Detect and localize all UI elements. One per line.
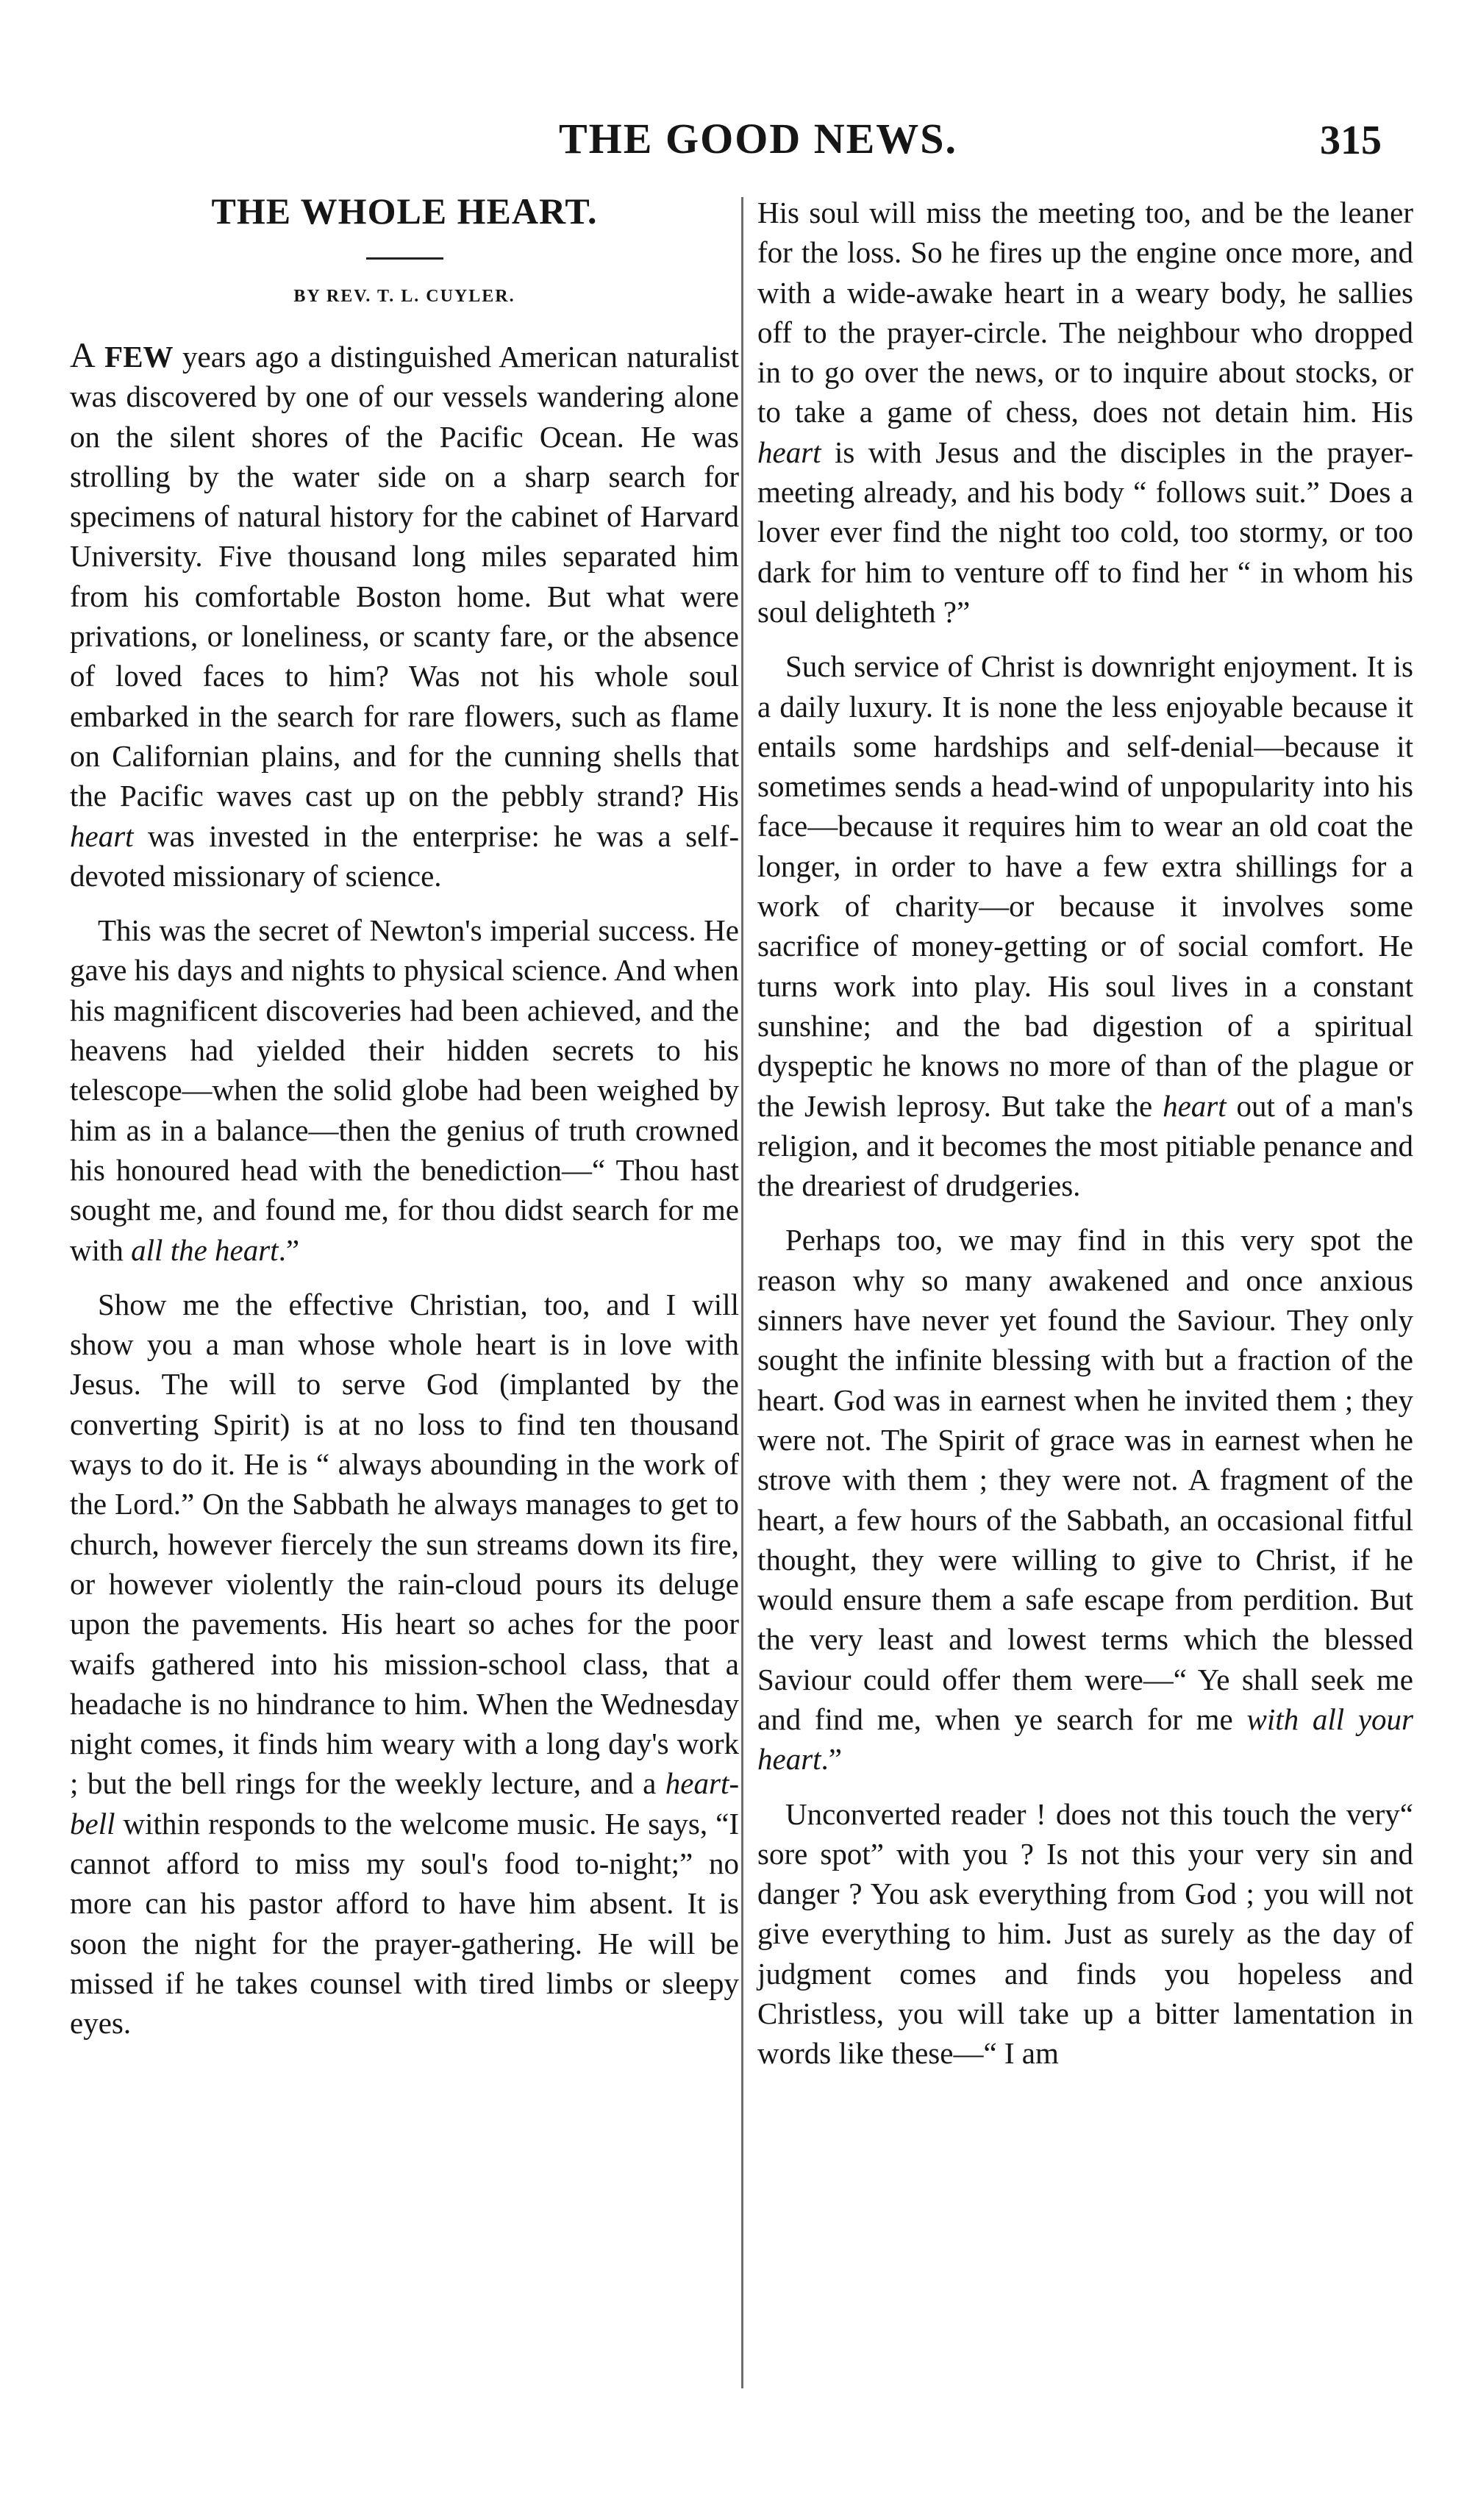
paragraph-4 (757, 193, 1413, 632)
column-rule (741, 197, 743, 2388)
paragraph-4-tail: is with Jesus and the disciples in the prayer-meeting already, and his body “ follows suit.” Does a lover ever find the night too cold, too stormy, or too dark for him to venture off to find her “ in whom his soul delighteth ?” (757, 435, 1413, 629)
left-column (70, 190, 739, 2057)
drop-cap: A (70, 336, 96, 375)
paragraph-6-text: Perhaps too, we may find in this very spot the reason why so many awakened and once anxious sinners have never yet found the Saviour. They only sought the infinite blessing with but a fraction of the heart. God was in earnest when he invited them ; they were not. The Spirit of grace was in earnest when he strove with them ; they were not. A fragment of the heart, a few hours of the Sabbath, an occasional fitful thought, they were willing to give to Christ, if he would ensure them a safe escape from perdition. But the very least and lowest terms which the blessed Saviour could offer them were—“ Ye shall seek me and find me, when ye search for me (757, 1223, 1413, 1736)
paragraph-4-text: His soul will miss the meeting too, and be the leaner for the loss. So he fires up the engine once more, and with a wide-awake heart in a weary body, he sallies off to the prayer-circle. The neighbour who dropped in to go over the news, or to inquire about stocks, or to take a game of chess, does not detain him. His (757, 196, 1413, 429)
running-head (0, 114, 1478, 165)
paragraph-6 (757, 1220, 1413, 1779)
paragraph-7-text: Unconverted reader ! does not this touch the very“ sore spot” with you ? Is not this your very sin and danger ? You ask everything from God ; you will not give everything to him. Just as surely as the day of judgment comes and finds you hopeless and Christless, you will take up a bitter lamentation in words like these—“ I am (757, 1796, 1413, 2071)
paragraph-3-tail: within responds to the welcome music. He says, “I cannot afford to miss my soul's food to-night;” no more can his pastor afford to have him absent. It is soon the night for the prayer-gathering. He will be missed if he takes counsel with tired limbs or sleepy eyes. (70, 1806, 739, 2041)
paragraph-2 (70, 910, 739, 1270)
paragraph-3-text: Show me the effective Christian, too, and I will show you a man whose whole heart is in love with Jesus. The will to serve God (implanted by the converting Spirit) is at no loss to find ten thousand ways to do it. He is “ always abounding in the work of the Lord.” On the Sabbath he always manages to get to church, however fiercely the sun streams down its fire, or however violently the rain-cloud pours its deluge upon the pavements. His heart so aches for the poor waifs gathered into his mission-school class, that a headache is no hindrance to him. When the Wednesday night comes, it finds him weary with a long day's work ; but the bell rings for the weekly lecture, and a (70, 1287, 739, 1801)
paragraph-6-tail: .” (821, 1742, 842, 1777)
byline: BY REV. T. L. CUYLER. (293, 287, 515, 306)
paragraph-1-tail: was invested in the enterprise: he was a self-devoted missionary of science. (70, 818, 739, 893)
paragraph-5 (757, 646, 1413, 1205)
paragraph-1-emphasis: heart (70, 818, 134, 853)
paragraph-3-emphasis: heart-bell (70, 1766, 739, 1841)
paragraph-1 (70, 336, 739, 896)
paragraph-2-text: This was the secret of Newton's imperial success. He gave his days and nights to physical science. And when his magnificent discoveries had been achieved, and the heavens had yielded their hidden secrets to his telescope—when the solid globe had been weighed by him as in a balance—then the genius of truth crowned his honoured head with the benediction—“ Thou hast sought me, and found me, for thou didst search for me with (70, 913, 739, 1267)
article-title: THE WHOLE HEART. (211, 190, 598, 232)
paragraph-5-emphasis: heart (1163, 1088, 1227, 1123)
paragraph-4-emphasis: heart (757, 435, 821, 469)
paragraph-2-emphasis: all the heart (131, 1232, 279, 1267)
paragraph-1-text: years ago a distinguished American naturalist was discovered by one of our vessels wandering alone on the silent shores of the Pacific Ocean. He was strolling by the water side on a sharp search for specimens of natural history for the cabinet of Harvard University. Five thousand long miles separated him from his comfortable Boston home. But what were privations, or loneliness, or scanty fare, or the absence of loved faces to him? Was not his whole soul embarked in the search for rare flowers, such as flame on Californian plains, and for the cunning shells that the Pacific waves cast up on the pebbly strand? His (70, 340, 739, 813)
paragraph-7 (757, 1794, 1413, 2074)
title-rule (366, 257, 443, 260)
paragraph-5-text: Such service of Christ is downright enjoyment. It is a daily luxury. It is none the less enjoyable because it entails some hardships and self-denial—because it sometimes sends a head-wind of unpopularity into his face—because it requires him to wear an old coat the longer, in order to have a few extra shillings for a work of charity—or because it involves some sacrifice of money-getting or of social comfort. He turns work into play. His soul lives in a constant sunshine; and the bad digestion of a spiritual dyspeptic he knows no more of than of the plague or the Jewish leprosy. But take the (757, 649, 1413, 1123)
paragraph-2-tail: .” (278, 1232, 300, 1267)
paragraph-1-smallcaps: FEW (95, 340, 174, 374)
paragraph-3 (70, 1285, 739, 2044)
paragraph-6-emphasis: with all your heart (757, 1702, 1413, 1777)
page-number: 315 (1320, 118, 1382, 163)
running-title: THE GOOD NEWS. (559, 115, 958, 163)
right-column (757, 193, 1413, 2088)
paragraph-5-tail: out of a man's religion, and it becomes the most pitiable penance and the dreariest of drudgeries. (757, 1088, 1413, 1203)
